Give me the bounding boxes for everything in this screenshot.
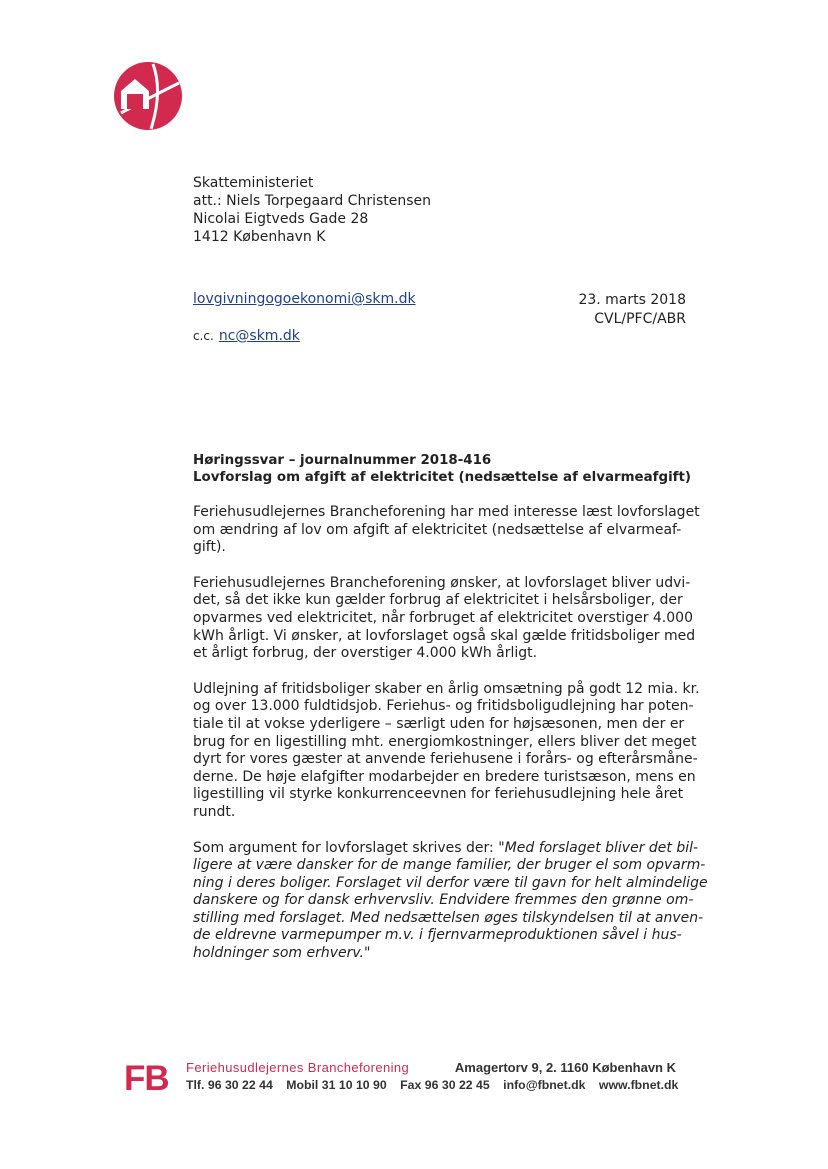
letter-date: 23. marts 2018 <box>578 292 686 308</box>
fb-logo-mark: FB <box>124 1059 169 1098</box>
footer-phone: Tlf. 96 30 22 44 <box>186 1078 273 1092</box>
heading-title: Høringssvar – journalnummer 2018-416 <box>193 453 492 468</box>
footer-address: Amagertorv 9, 2. 1160 København K <box>454 1060 676 1075</box>
paragraph-3 <box>193 680 700 822</box>
paragraph-line: dyrt for vores gæster at anvende feriehusene i forårs- og efterårsmåne- <box>193 751 698 768</box>
cc-label: c.c. <box>193 329 214 343</box>
paragraph-line: og over 13.000 fuldtidsjob. Feriehus- og fritidsboligudlejning har poten- <box>193 698 694 715</box>
quote-line: holdninger som erhverv." <box>193 945 371 962</box>
paragraph-line: derne. De høje elafgifter modarbejder en bredere turistsæson, mens en <box>193 768 696 785</box>
recipient-attention: att.: Niels Torpegaard Christensen <box>193 193 432 209</box>
paragraph-line: det, så det ikke kun gælder forbrug af elektricitet i helsårsboliger, der <box>193 592 683 609</box>
letter-body <box>193 504 708 981</box>
paragraph-line <box>193 839 699 858</box>
email-line <box>193 291 416 307</box>
quote-intro: Som argument for lovforslaget skrives der: <box>193 839 499 856</box>
quote-line: danskere og for dansk erhvervsliv. Endvidere fremmes den grønne om- <box>193 892 694 909</box>
cc-line <box>193 328 300 344</box>
paragraph-line: et årligt forbrug, der overstiger 4.000 kWh årligt. <box>193 645 538 662</box>
footer-website: www.fbnet.dk <box>598 1078 679 1092</box>
paragraph-line: ligestilling vil styrke konkurrenceevnen for feriehusudlejning hele året <box>193 786 684 803</box>
footer-org-name: Feriehusudlejernes Brancheforening <box>186 1060 410 1075</box>
recipient-address <box>193 174 431 246</box>
paragraph-line: tiale til at vokse yderligere – særligt uden for højsæsonen, men der er <box>193 715 685 732</box>
footer-fax: Fax 96 30 22 45 <box>400 1078 490 1092</box>
paragraph-line: om ændring af lov om afgift af elektricitet (nedsættelse af elvarmeaf- <box>193 521 682 538</box>
letter-reference: CVL/PFC/ABR <box>594 311 686 327</box>
paragraph-4 <box>193 839 708 963</box>
quote-line: stilling med forslaget. Med nedsættelsen øges tilskyndelsen til at anven- <box>193 909 704 926</box>
quote-line: ligere at være dansker for de mange familier, der bruger el som opvarm- <box>193 857 706 874</box>
footer-contact <box>186 1078 678 1092</box>
letter-footer <box>124 1058 684 1098</box>
footer-email: info@fbnet.dk <box>503 1078 586 1092</box>
recipient-email-link[interactable]: lovgivningogoekonomi@skm.dk <box>193 291 416 307</box>
heading-subtitle: Lovforslag om afgift af elektricitet (nedsættelse af elvarmeafgift) <box>193 470 692 485</box>
paragraph-line: Udlejning af fritidsboliger skaber en årlig omsætning på godt 12 mia. kr. <box>193 680 700 697</box>
paragraph-line: brug for en ligestilling mht. energiomkostninger, ellers bliver det meget <box>193 733 697 750</box>
recipient-city: 1412 København K <box>193 229 326 245</box>
paragraph-line: rundt. <box>193 803 236 820</box>
footer-mobile: Mobil 31 10 10 90 <box>286 1078 387 1092</box>
cc-email-link[interactable]: nc@skm.dk <box>218 328 300 344</box>
paragraph-line: opvarmes ved elektricitet, når forbruget af elektricitet overstiger 4.000 <box>193 609 693 626</box>
paragraph-line: gift). <box>193 539 226 556</box>
paragraph-1 <box>193 504 700 557</box>
quote-text: "Med forslaget bliver det bil- <box>498 839 699 856</box>
paragraph-line: Feriehusudlejernes Brancheforening har med interesse læst lovforslaget <box>193 504 700 520</box>
recipient-street: Nicolai Eigtveds Gade 28 <box>193 211 369 227</box>
paragraph-line: Feriehusudlejernes Brancheforening ønsker, at lovforslaget bliver udvi- <box>193 574 691 591</box>
recipient-name: Skatteministeriet <box>193 175 314 191</box>
paragraph-2 <box>193 574 696 663</box>
quote-line: ning i deres boliger. Forslaget vil derfor være til gavn for helt almindelige <box>193 874 708 891</box>
date-block <box>578 291 686 329</box>
house-globe-logo-icon <box>113 61 183 131</box>
letter-heading <box>193 452 693 486</box>
paragraph-line: kWh årligt. Vi ønsker, at lovforslaget også skal gælde fritidsboliger med <box>193 627 696 644</box>
quote-line: de eldrevne varmepumper m.v. i fjernvarmeproduktionen såvel i hus- <box>193 927 682 944</box>
